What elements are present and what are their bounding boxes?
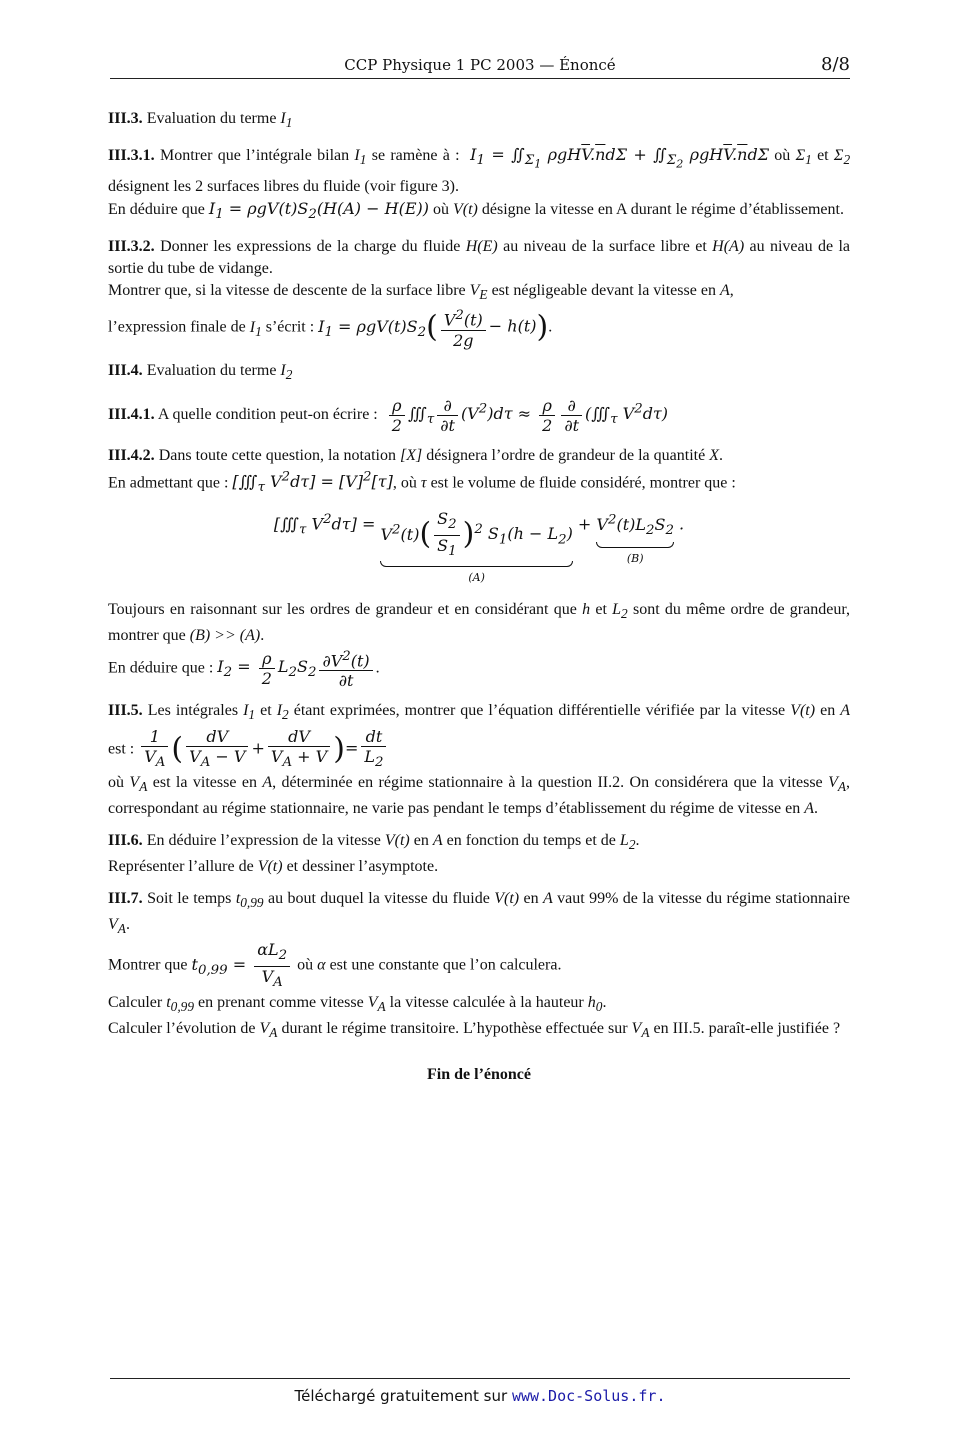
footer-text: Téléchargé gratuitement sur xyxy=(294,1387,508,1405)
section-III-4-2: III.4.2. Dans toute cette question, la notation [X] désignera l’ordre de grandeur de la quantité X. En admettant que : [$∭_\tau$ $V^2d\tau] = [V]^2[\tau]$, où τ est le volume de fluide considéré, montrer que : xyxy=(108,446,736,496)
section-number: III.4.2. xyxy=(108,446,155,464)
equation-order: [$∭_\tau$ $V^2d\tau] = V^2(t)$( $\frac{S_2}{S_1}$ )$^2$ $S_1(h - L_2)$ (A) + $V^2(t)L_2S_2$ (B) . xyxy=(273,509,685,584)
page-number: 8/8 xyxy=(821,54,850,75)
section-number: III.7. xyxy=(108,890,143,908)
header-title: CCP Physique 1 PC 2003 — Énoncé xyxy=(344,56,616,74)
section-number: III.4. xyxy=(108,361,143,379)
section-III-3-2: III.3.2. Donner les expressions de la charge du fluide H(E) au niveau de la surface libre et H(A) au niveau de la sortie du tube de vidange. Montrer que, si la vitesse de descente de la surface libre $V_E$ est négligeable devant la vitesse en A, l’expression finale de $I_1$ s’écrit : $I_1 = \rho gV(t)S_2$( $\frac{V^2(t)}{2g}$ − h(t)). xyxy=(108,238,851,350)
section-III-6: III.6. En déduire l’expression de la vitesse V(t) en A en fonction du temps et de $L_2$. Représenter l’allure de V(t) et dessiner l’asymptote. xyxy=(108,831,640,876)
section-III-7: III.7. Soit le temps $t_{0,99}$ au bout duquel la vitesse du fluide V(t) en A vaut 99% de la vitesse du régime stationnaire $V_A$. Montrer que $t_{0,99}$ = $\frac{\alpha L_2}{V_A}$ où α est une constante que l’on calculera. Calculer $t_{0,99}$ en prenant comme vitesse $V_A$ la vitesse calculée à la hauteur $h_0$. Calculer l’évolution de $V_A$ durant le régime transitoire. L’hypothèse effectuée sur $V_A$ en III.5. paraît-elle justifiée ? xyxy=(108,890,851,1041)
section-number: III.3. xyxy=(108,110,143,127)
section-III-3: III.3. Evaluation du terme $I_1$ xyxy=(108,110,293,131)
section-III-4-2-cont: Toujours en raisonnant sur les ordres de grandeur et en considérant que h et $L_2$ sont du même ordre de grandeur, montrer que (B) >> (A). En déduire que : $I_2$ = $\frac{\rho}{2}$ $L_2S_2$ $\frac{\partial V^2(t)}{\partial t}$ . xyxy=(108,600,851,691)
section-number: III.3.2. xyxy=(108,238,155,256)
footer-link[interactable]: www.Doc-Solus.fr xyxy=(511,1387,657,1405)
document-body xyxy=(108,108,850,1086)
page-header xyxy=(110,52,850,79)
section-III-3-1: III.3.1. Montrer que l’intégrale bilan $I_1$ se ramène à : $I_1$ = $∬_{\Sigma_1}$ $\rho gH\overline{V}.\overline{n}d\Sigma$ + $∬_{\Sigma_2}$ $\rho gH\overline{V}.\overline{n}d\Sigma$ où $\Sigma_1$ et $\Sigma_2$ désignent les 2 surfaces libres du fluide (voir figure 3). En déduire que $I_1 = \rho gV(t)S_2(H(A) - H(E))$ où V(t) désigne la vitesse en A durant le régime d’établissement. xyxy=(108,145,851,223)
section-III-4-1: III.4.1. A quelle condition peut-on écrire : $\frac{\rho}{2}$ $∭_\tau$ $\frac{\partial}{\partial t}$ $(V^2)d\tau$ ≈ $\frac{\rho}{2}$ $\frac{\partial}{\partial t}$ ($∭_\tau$ $V^2d\tau$) xyxy=(108,395,669,435)
end-of-statement: Fin de l’énoncé xyxy=(427,1066,531,1084)
section-number: III.5. xyxy=(108,702,143,720)
section-III-5: III.5. Les intégrales $I_1$ et $I_2$ étant exprimées, montrer que l’équation différentielle vérifiée par la vitesse V(t) en A est : $\frac{1}{V_A}$ ( $\frac{dV}{V_A - V}$ + $\frac{dV}{V_A + V}$ )= $\frac{dt}{L_2}$ où $V_A$ est la vitesse en A, déterminée en régime stationnaire à la question II.2. On considérera que la vitesse $V_A$, correspondant au régime stationnaire, ne varie pas pendant le temps d’établissement du régime de vitesse en A. xyxy=(108,702,851,817)
section-number: III.4.1. xyxy=(108,406,155,424)
section-III-4: III.4. Evaluation du terme $I_2$ xyxy=(108,361,293,382)
section-number: III.3.1. xyxy=(108,147,155,165)
page-footer: Téléchargé gratuitement sur www.Doc-Solus.fr. xyxy=(110,1378,850,1405)
section-number: III.6. xyxy=(108,831,143,849)
